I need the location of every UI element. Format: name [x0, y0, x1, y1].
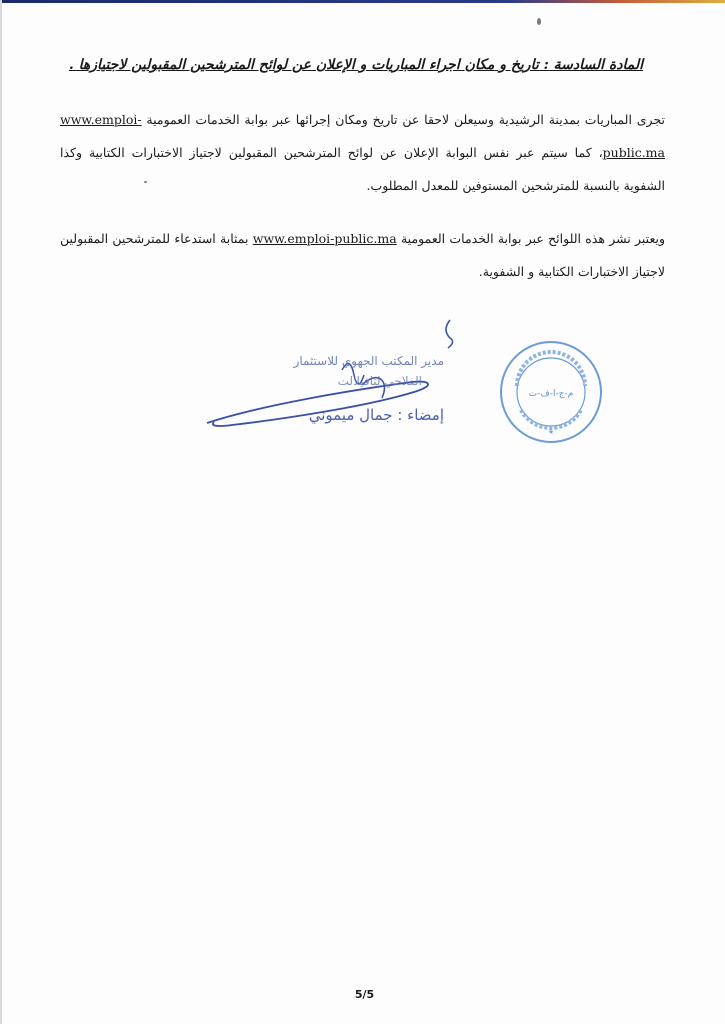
emploi-public-link[interactable]: www.emploi-public.ma — [252, 231, 397, 246]
article-title: المادة السادسة : تاريخ و مكان اجراء المباريات و الإعلان عن لوائح المترشحين المقبولين لاجتيازها . — [68, 57, 643, 73]
paragraph-exam-location — [60, 103, 665, 202]
official-stamp — [497, 338, 605, 446]
paragraph-2-text-after: بمثابة استدعاء للمترشحين المقبولين لاجتياز الاختبارات الكتابية و الشفوية. — [60, 231, 665, 279]
paragraph-1-text-after: ، كما سيتم عبر نفس البوابة الإعلان عن لوائح المترشحين المقبولين لاجتياز الاختبارات الكتابية وكذا الشفوية بالنسبة للمترشحين المستوفين للمعدل المطلوب. — [60, 145, 665, 193]
paragraph-lists-publication — [60, 222, 665, 288]
signatory-name: إمضاء : جمال ميموني — [308, 406, 444, 424]
emploi-public-link[interactable]: www.emploi-public.ma — [60, 112, 665, 160]
signatory-title-line-1: مدير المكتب الجهوي للاستثمار — [293, 354, 444, 368]
svg-text:م-ج-ا-ف-ت: م-ج-ا-ف-ت — [528, 389, 574, 399]
scan-edge-stripe — [2, 0, 725, 3]
svg-text:★: ★ — [547, 428, 555, 436]
scan-speck — [144, 181, 147, 183]
paragraph-1-text-before: تجرى المباريات بمدينة الرشيدية وسيعلن لاحقا عن تاريخ ومكان إجرائها عبر بوابة الخدمات العمومية — [146, 112, 665, 127]
paragraph-2-text-before: ويعتبر نشر هذه اللوائح عبر بوابة الخدمات العمومية — [400, 231, 665, 246]
signatory-title-line-2: الفلاحي لتافيلالت — [337, 374, 422, 388]
signature-block — [202, 310, 462, 440]
page-number: 5/5 — [354, 988, 375, 1001]
scan-speck — [537, 18, 541, 25]
